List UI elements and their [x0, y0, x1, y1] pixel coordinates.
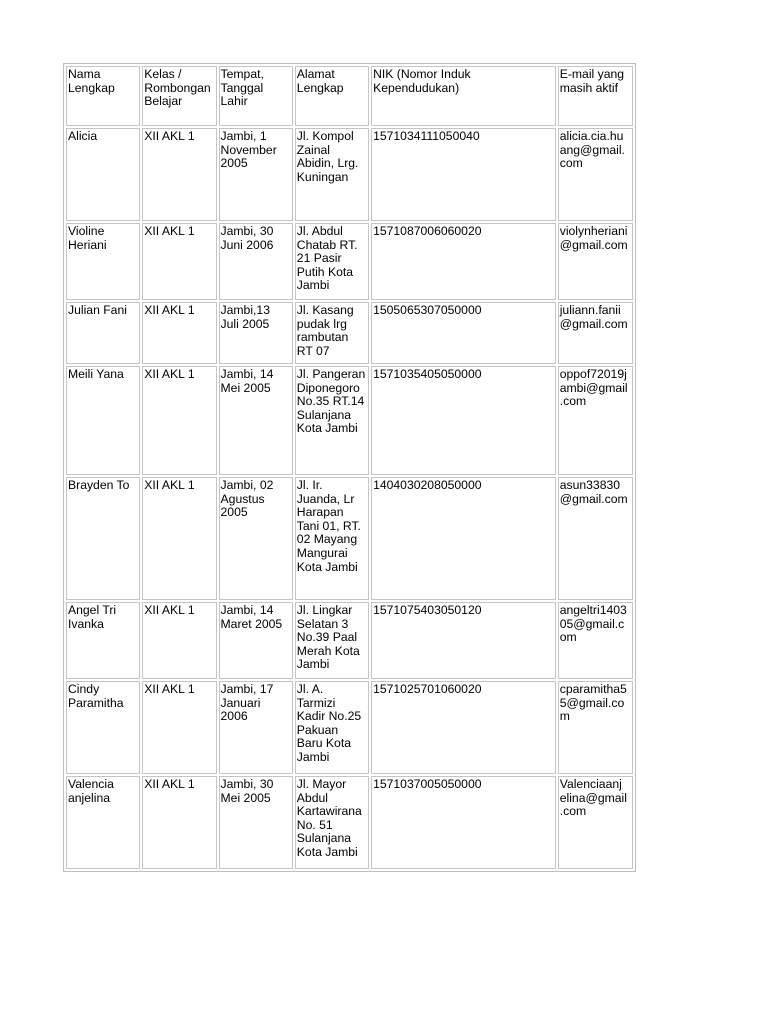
cell-nik: 1571025701060020	[371, 681, 556, 774]
cell-kelas: XII AKL 1	[142, 302, 216, 364]
cell-email: oppof72019j ambi@gmail .com	[558, 366, 633, 475]
cell-ttl: Jambi, 1 November 2005	[219, 128, 293, 221]
table-row	[66, 302, 633, 364]
cell-nama: Julian Fani	[66, 302, 140, 364]
cell-alamat: Jl. Abdul Chatab RT. 21 Pasir Putih Kota Jambi	[295, 223, 369, 300]
table-row	[66, 366, 633, 475]
cell-kelas: XII AKL 1	[142, 776, 216, 869]
cell-kelas: XII AKL 1	[142, 366, 216, 475]
cell-nik: 1571037005050000	[371, 776, 556, 869]
cell-alamat: Jl. Kasang pudak lrg rambutan RT 07	[295, 302, 369, 364]
cell-nama: Alicia	[66, 128, 140, 221]
cell-kelas: XII AKL 1	[142, 477, 216, 600]
header-nik: NIK (Nomor Induk Kependudukan)	[371, 66, 556, 126]
cell-nama: Cindy Paramitha	[66, 681, 140, 774]
cell-email: Valenciaanj elina@gmail .com	[558, 776, 633, 869]
cell-ttl: Jambi, 30 Juni 2006	[219, 223, 293, 300]
cell-ttl: Jambi, 14 Maret 2005	[219, 602, 293, 679]
cell-email: alicia.cia.hu ang@gmail. com	[558, 128, 633, 221]
cell-nik: 1571075403050120	[371, 602, 556, 679]
cell-ttl: Jambi, 30 Mei 2005	[219, 776, 293, 869]
cell-alamat: Jl. A. Tarmizi Kadir No.25 Pakuan Baru Kota Jambi	[295, 681, 369, 774]
table-row	[66, 681, 633, 774]
cell-nama: Angel Tri Ivanka	[66, 602, 140, 679]
cell-kelas: XII AKL 1	[142, 128, 216, 221]
cell-alamat: Jl. Kompol Zainal Abidin, Lrg. Kuningan	[295, 128, 369, 221]
cell-email: cparamitha5 5@gmail.co m	[558, 681, 633, 774]
table-row	[66, 128, 633, 221]
cell-email: juliann.fanii @gmail.com	[558, 302, 633, 364]
cell-nama: Meili Yana	[66, 366, 140, 475]
cell-nama: Brayden To	[66, 477, 140, 600]
header-nama: Nama Lengkap	[66, 66, 140, 126]
cell-nik: 1505065307050000	[371, 302, 556, 364]
table-header-row	[66, 66, 633, 126]
cell-alamat: Jl. Ir. Juanda, Lr Harapan Tani 01, RT. 02 Mayang Mangurai Kota Jambi	[295, 477, 369, 600]
cell-ttl: Jambi,13 Juli 2005	[219, 302, 293, 364]
header-alamat: Alamat Lengkap	[295, 66, 369, 126]
cell-nik: 1571034111050040	[371, 128, 556, 221]
cell-alamat: Jl. Mayor Abdul Kartawirana No. 51 Sulanjana Kota Jambi	[295, 776, 369, 869]
cell-nik: 1571035405050000	[371, 366, 556, 475]
table-row	[66, 477, 633, 600]
student-data-table	[63, 63, 636, 872]
cell-nama: Violine Heriani	[66, 223, 140, 300]
cell-email: violynheriani @gmail.com	[558, 223, 633, 300]
cell-kelas: XII AKL 1	[142, 602, 216, 679]
cell-ttl: Jambi, 02 Agustus 2005	[219, 477, 293, 600]
cell-ttl: Jambi, 14 Mei 2005	[219, 366, 293, 475]
header-ttl: Tempat, Tanggal Lahir	[219, 66, 293, 126]
cell-nik: 1571087006060020	[371, 223, 556, 300]
cell-email: angeltri1403 05@gmail.c om	[558, 602, 633, 679]
cell-nama: Valencia anjelina	[66, 776, 140, 869]
cell-alamat: Jl. Pangeran Diponegoro No.35 RT.14 Sulanjana Kota Jambi	[295, 366, 369, 475]
cell-nik: 1404030208050000	[371, 477, 556, 600]
cell-email: asun33830 @gmail.com	[558, 477, 633, 600]
header-email: E-mail yang masih aktif	[558, 66, 633, 126]
table-row	[66, 602, 633, 679]
table-row	[66, 776, 633, 869]
cell-kelas: XII AKL 1	[142, 223, 216, 300]
table-row	[66, 223, 633, 300]
cell-kelas: XII AKL 1	[142, 681, 216, 774]
cell-ttl: Jambi, 17 Januari 2006	[219, 681, 293, 774]
cell-alamat: Jl. Lingkar Selatan 3 No.39 Paal Merah Kota Jambi	[295, 602, 369, 679]
header-kelas: Kelas / Rombongan Belajar	[142, 66, 216, 126]
